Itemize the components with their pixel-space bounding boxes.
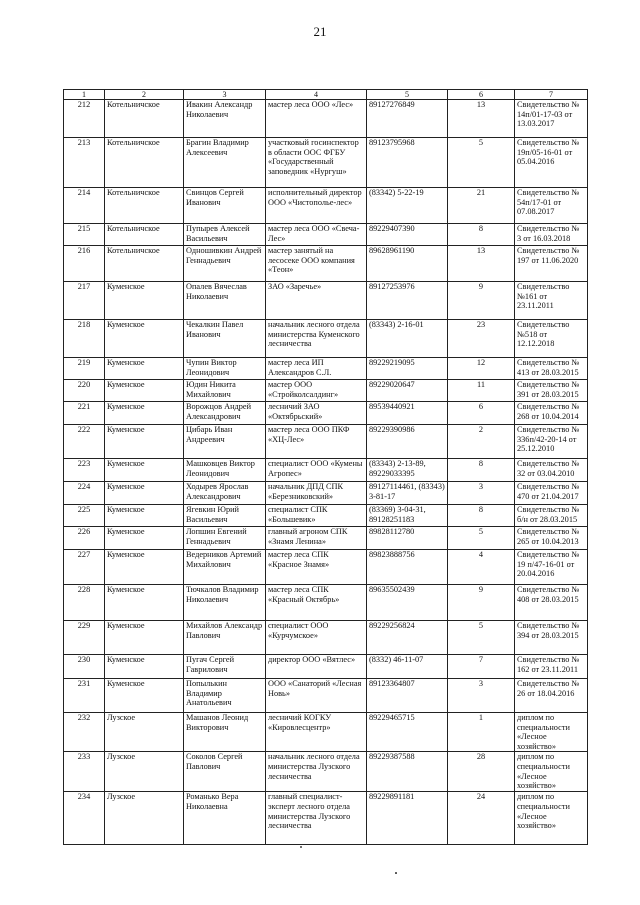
position-cell: лесничий КОГКУ «Кировлесцентр» [266, 713, 367, 752]
name-cell: Одношивкин Андрей Геннадьевич [184, 246, 266, 282]
phone-cell: 89127114461, (83343) 3-81-17 [367, 482, 448, 505]
experience-cell: 24 [448, 792, 515, 845]
row-number: 214 [64, 188, 105, 224]
certificate-cell: Свидетельство № 391 от 28.03.2015 [515, 380, 588, 402]
phone-cell: 89229465715 [367, 713, 448, 752]
name-cell: Попылькин Владимир Анатольевич [184, 679, 266, 713]
district-cell: Куменское [105, 358, 184, 380]
certificate-cell: Свидетельство №161 от 23.11.2011 [515, 282, 588, 320]
table-row [64, 425, 588, 459]
table-body [64, 100, 588, 845]
certificate-cell: Свидетельство № 14п/01-17-03 от 13.03.2017 [515, 100, 588, 138]
row-number: 233 [64, 752, 105, 792]
row-number: 232 [64, 713, 105, 752]
district-cell: Котельничское [105, 138, 184, 188]
table-row [64, 713, 588, 752]
phone-cell: 89229387588 [367, 752, 448, 792]
experience-cell: 8 [448, 459, 515, 482]
certificate-cell: Свидетельство № 336п/42-20-14 от 25.12.2010 [515, 425, 588, 459]
row-number: 212 [64, 100, 105, 138]
table-row [64, 655, 588, 679]
row-number: 216 [64, 246, 105, 282]
position-cell: мастер занятый на лесосеке ООО компания «Теон» [266, 246, 367, 282]
row-number: 227 [64, 550, 105, 585]
table-row [64, 752, 588, 792]
district-cell: Куменское [105, 505, 184, 527]
column-header: 1 [64, 90, 105, 100]
district-cell: Куменское [105, 459, 184, 482]
experience-cell: 6 [448, 402, 515, 425]
table-row [64, 527, 588, 550]
name-cell: Соколов Сергей Павлович [184, 752, 266, 792]
page-number: 21 [313, 24, 327, 39]
district-cell: Котельничское [105, 188, 184, 224]
position-cell: мастер леса СПК «Красное Знамя» [266, 550, 367, 585]
column-header: 3 [184, 90, 266, 100]
experience-cell: 5 [448, 527, 515, 550]
name-cell: Чупин Виктор Леонидович [184, 358, 266, 380]
column-header: 4 [266, 90, 367, 100]
table-row [64, 402, 588, 425]
name-cell: Михайлов Александр Павлович [184, 621, 266, 655]
district-cell: Куменское [105, 482, 184, 505]
district-cell: Куменское [105, 585, 184, 621]
certificate-cell: Свидетельство № 470 от 21.04.2017 [515, 482, 588, 505]
position-cell: специалист СПК «Большевик» [266, 505, 367, 527]
phone-cell: 89229390986 [367, 425, 448, 459]
certificate-cell: Свидетельство № 162 от 23.11.2011 [515, 655, 588, 679]
experience-cell: 12 [448, 358, 515, 380]
row-number: 231 [64, 679, 105, 713]
phone-cell: 89635502439 [367, 585, 448, 621]
position-cell: мастер леса ООО ПКФ «ХЦ-Лес» [266, 425, 367, 459]
position-cell: начальник лесного отдела министерства Куменского лесничества [266, 320, 367, 358]
position-cell: начальник лесного отдела министерства Лузского лесничества [266, 752, 367, 792]
experience-cell: 9 [448, 585, 515, 621]
certificate-cell: Свидетельство № 54п/17-01 от 07.08.2017 [515, 188, 588, 224]
phone-cell: 89229256824 [367, 621, 448, 655]
name-cell: Свинцов Сергей Иванович [184, 188, 266, 224]
row-number: 220 [64, 380, 105, 402]
row-number: 225 [64, 505, 105, 527]
position-cell: ЗАО «Заречье» [266, 282, 367, 320]
name-cell: Машковцев Виктор Леонидович [184, 459, 266, 482]
experience-cell: 8 [448, 505, 515, 527]
district-cell: Куменское [105, 320, 184, 358]
table-row [64, 679, 588, 713]
district-cell: Куменское [105, 425, 184, 459]
district-cell: Куменское [105, 282, 184, 320]
name-cell: Пупырев Алексей Васильевич [184, 224, 266, 246]
row-number: 218 [64, 320, 105, 358]
phone-cell: 89229020647 [367, 380, 448, 402]
certificate-cell: Свидетельство № 19п/05-16-01 от 05.04.2016 [515, 138, 588, 188]
row-number: 222 [64, 425, 105, 459]
table-row [64, 482, 588, 505]
certificate-cell: диплом по специальности «Лесное хозяйство» [515, 792, 588, 845]
district-cell: Куменское [105, 550, 184, 585]
experience-cell: 8 [448, 224, 515, 246]
certificate-cell: Свидетельство № 19 п/47-16-01 от 20.04.2016 [515, 550, 588, 585]
certificate-cell: Свидетельство № 197 от 11.06.2020 [515, 246, 588, 282]
certificate-cell: Свидетельство № 268 от 10.04.2014 [515, 402, 588, 425]
table-row [64, 380, 588, 402]
row-number: 228 [64, 585, 105, 621]
certificate-cell: Свидетельство № 408 от 28.03.2015 [515, 585, 588, 621]
table-row [64, 459, 588, 482]
column-header: 5 [367, 90, 448, 100]
district-cell: Лузское [105, 792, 184, 845]
experience-cell: 3 [448, 482, 515, 505]
phone-cell: 89123795968 [367, 138, 448, 188]
table-row [64, 320, 588, 358]
table-row [64, 621, 588, 655]
phone-cell: (83343) 2-13-89, 89229033395 [367, 459, 448, 482]
certificate-cell: Свидетельство № 3 от 16.03.2018 [515, 224, 588, 246]
position-cell: мастер леса СПК «Красный Октябрь» [266, 585, 367, 621]
position-cell: лесничий ЗАО «Октябрьский» [266, 402, 367, 425]
district-cell: Куменское [105, 655, 184, 679]
experience-cell: 7 [448, 655, 515, 679]
position-cell: исполнительный директор ООО «Чистополье-лес» [266, 188, 367, 224]
name-cell: Ивакин Александр Николаевич [184, 100, 266, 138]
certificate-cell: Свидетельство №518 от 12.12.2018 [515, 320, 588, 358]
experience-cell: 13 [448, 100, 515, 138]
phone-cell: 89828112780 [367, 527, 448, 550]
position-cell: начальник ДПД СПК «Березниковский» [266, 482, 367, 505]
experience-cell: 4 [448, 550, 515, 585]
position-cell: главный специалист-эксперт лесного отдела министерства Лузского лесничества [266, 792, 367, 845]
phone-cell: 89127253976 [367, 282, 448, 320]
experience-cell: 13 [448, 246, 515, 282]
phone-cell: 89229891181 [367, 792, 448, 845]
district-cell: Куменское [105, 527, 184, 550]
experience-cell: 5 [448, 621, 515, 655]
certificate-cell: диплом по специальности «Лесное хозяйство» [515, 713, 588, 752]
name-cell: Тючкалов Владимир Николаевич [184, 585, 266, 621]
position-cell: главный агроном СПК «Знамя Ленина» [266, 527, 367, 550]
column-header: 2 [105, 90, 184, 100]
position-cell: мастер ООО «Стройколсалдинг» [266, 380, 367, 402]
row-number: 230 [64, 655, 105, 679]
phone-cell: (83369) 3-04-31, 89128251183 [367, 505, 448, 527]
row-number: 229 [64, 621, 105, 655]
table-row [64, 585, 588, 621]
district-cell: Котельничское [105, 224, 184, 246]
certificate-cell: Свидетельство № 394 от 28.03.2015 [515, 621, 588, 655]
table-row [64, 138, 588, 188]
experience-cell: 3 [448, 679, 515, 713]
column-header: 6 [448, 90, 515, 100]
certificate-cell: Свидетельство № 413 от 28.03.2015 [515, 358, 588, 380]
row-number: 226 [64, 527, 105, 550]
name-cell: Чекалкин Павел Иванович [184, 320, 266, 358]
district-cell: Лузское [105, 713, 184, 752]
position-cell: мастер леса ООО «Лес» [266, 100, 367, 138]
row-number: 224 [64, 482, 105, 505]
column-header: 7 [515, 90, 588, 100]
name-cell: Брагин Владимир Алексеевич [184, 138, 266, 188]
row-number: 223 [64, 459, 105, 482]
phone-cell: 89229407390 [367, 224, 448, 246]
position-cell: директор ООО «Вятлес» [266, 655, 367, 679]
district-cell: Куменское [105, 621, 184, 655]
phone-cell: (83342) 5-22-19 [367, 188, 448, 224]
table-row [64, 246, 588, 282]
certificate-cell: Свидетельство № 265 от 10.04.2013 [515, 527, 588, 550]
certificate-cell: Свидетельство № б/н от 28.03.2015 [515, 505, 588, 527]
phone-cell: (83343) 2-16-01 [367, 320, 448, 358]
name-cell: Ходырев Ярослав Александрович [184, 482, 266, 505]
name-cell: Пугач Сергей Гаврилович [184, 655, 266, 679]
experience-cell: 5 [448, 138, 515, 188]
row-number: 234 [64, 792, 105, 845]
position-cell: ООО «Санаторий «Лесная Новь» [266, 679, 367, 713]
district-cell: Куменское [105, 402, 184, 425]
specialists-table [63, 89, 588, 845]
phone-cell: 89127276849 [367, 100, 448, 138]
row-number: 219 [64, 358, 105, 380]
table-row [64, 505, 588, 527]
name-cell: Лопшин Евгений Геннадьевич [184, 527, 266, 550]
position-cell: специалист ООО «Кумены Агропес» [266, 459, 367, 482]
phone-cell: 89823888756 [367, 550, 448, 585]
experience-cell: 9 [448, 282, 515, 320]
phone-cell: (8332) 46-11-07 [367, 655, 448, 679]
certificate-cell: диплом по специальности «Лесное хозяйство» [515, 752, 588, 792]
experience-cell: 28 [448, 752, 515, 792]
table-row [64, 100, 588, 138]
name-cell: Опалев Вячеслав Николаевич [184, 282, 266, 320]
position-cell: мастер леса ИП Александров С.Л. [266, 358, 367, 380]
name-cell: Ягевкин Юрий Васильевич [184, 505, 266, 527]
table-row [64, 792, 588, 845]
table-row [64, 358, 588, 380]
table-row [64, 550, 588, 585]
district-cell: Куменское [105, 679, 184, 713]
table-row [64, 224, 588, 246]
position-cell: мастер леса ООО «Свеча-Лес» [266, 224, 367, 246]
certificate-cell: Свидетельство № 32 от 03.04.2010 [515, 459, 588, 482]
header-row [64, 90, 588, 100]
experience-cell: 11 [448, 380, 515, 402]
scan-speck [300, 846, 302, 848]
name-cell: Юдин Никита Михайлович [184, 380, 266, 402]
district-cell: Котельничское [105, 100, 184, 138]
name-cell: Ворожцов Андрей Александрович [184, 402, 266, 425]
table-row [64, 282, 588, 320]
district-cell: Котельничское [105, 246, 184, 282]
phone-cell: 89539440921 [367, 402, 448, 425]
experience-cell: 21 [448, 188, 515, 224]
row-number: 215 [64, 224, 105, 246]
phone-cell: 89123364807 [367, 679, 448, 713]
district-cell: Куменское [105, 380, 184, 402]
name-cell: Машанов Леонид Викторович [184, 713, 266, 752]
district-cell: Лузское [105, 752, 184, 792]
name-cell: Ведерников Артемий Михайлович [184, 550, 266, 585]
position-cell: участковый госинспектор в области ООС ФГБУ «Государственный заповедник «Нургуш» [266, 138, 367, 188]
row-number: 221 [64, 402, 105, 425]
scan-speck [395, 872, 397, 874]
name-cell: Цибарь Иван Андреевич [184, 425, 266, 459]
row-number: 217 [64, 282, 105, 320]
name-cell: Романько Вера Николаевна [184, 792, 266, 845]
row-number: 213 [64, 138, 105, 188]
experience-cell: 1 [448, 713, 515, 752]
table-row [64, 188, 588, 224]
experience-cell: 23 [448, 320, 515, 358]
experience-cell: 2 [448, 425, 515, 459]
phone-cell: 89229219095 [367, 358, 448, 380]
certificate-cell: Свидетельство № 26 от 18.04.2016 [515, 679, 588, 713]
position-cell: специалист ООО «Курчумское» [266, 621, 367, 655]
phone-cell: 89628961190 [367, 246, 448, 282]
